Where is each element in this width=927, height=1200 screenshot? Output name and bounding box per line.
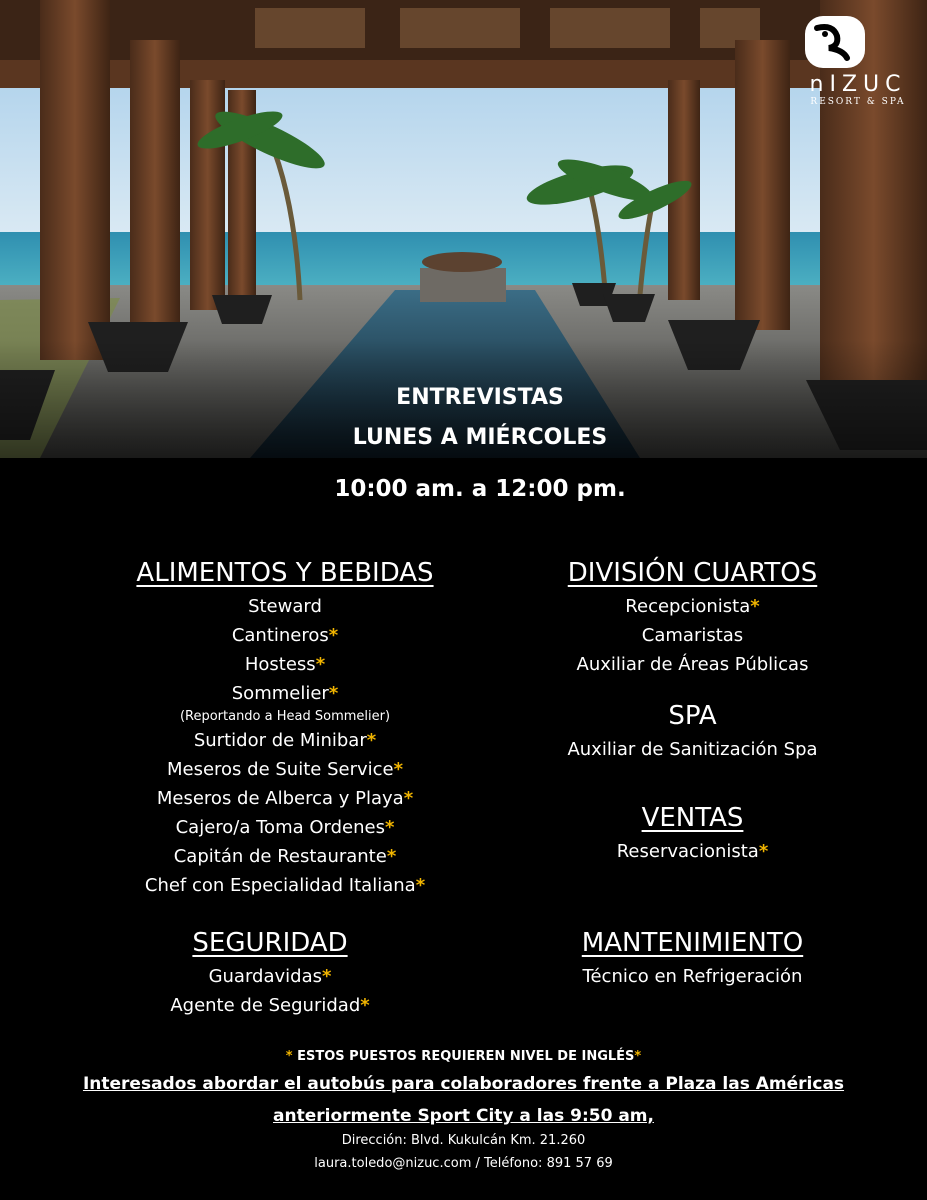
section-cuartos [470, 556, 915, 679]
section-title: DIVISIÓN CUARTOS [567, 558, 818, 588]
headline-entrevistas: ENTREVISTAS [396, 385, 564, 410]
job-item: Meseros de Suite Service* [166, 759, 404, 780]
english-required-star: * [750, 596, 760, 617]
hero-photo [0, 0, 927, 458]
english-required-star: * [315, 654, 326, 675]
section-seguridad [45, 926, 495, 1020]
nizuc-logo [803, 14, 913, 107]
bus-info-line2: anteriormente Sport City a las 9:50 am, [273, 1106, 654, 1126]
elephant-logo-icon [803, 14, 867, 70]
brand-name: nIZUC [809, 72, 907, 97]
job-item: Camaristas [641, 625, 744, 646]
english-requirement-note: * ESTOS PUESTOS REQUIEREN NIVEL DE INGLÉS* [285, 1049, 642, 1064]
job-item: Auxiliar de Sanitización Spa [567, 739, 818, 760]
job-item: Steward [248, 596, 322, 617]
job-item: Cantineros* [231, 625, 339, 646]
address: Dirección: Blvd. Kukulcán Km. 21.260 [341, 1133, 586, 1148]
section-title: SPA [668, 701, 717, 731]
job-item: Reservacionista* [616, 841, 769, 862]
headline-days: LUNES A MIÉRCOLES [352, 425, 608, 450]
job-item: Técnico en Refrigeración [582, 966, 803, 987]
job-item: Auxiliar de Áreas Públicas [576, 654, 809, 675]
job-item: Guardavidas* [208, 966, 332, 987]
section-title: VENTAS [641, 803, 744, 833]
job-item: Surtidor de Minibar* [193, 730, 377, 751]
contact-info: laura.toledo@nizuc.com / Teléfono: 891 57 69 [314, 1156, 613, 1171]
section-ventas [470, 801, 915, 866]
section-title: ALIMENTOS Y BEBIDAS [136, 558, 434, 588]
job-item: Capitán de Restaurante* [173, 846, 397, 867]
english-required-star: * [403, 788, 414, 809]
english-required-star: * [366, 730, 377, 751]
english-required-star: * [384, 817, 395, 838]
job-item: Hostess* [244, 654, 326, 675]
bus-info-line1: Interesados abordar el autobús para colaboradores frente a Plaza las Américas [82, 1074, 845, 1094]
english-required-star: * [386, 846, 397, 867]
english-required-star: * [322, 966, 332, 987]
section-spa [470, 699, 915, 764]
english-required-star: * [328, 683, 339, 704]
job-note: (Reportando a Head Sommelier) [179, 709, 391, 724]
english-required-star: * [360, 995, 370, 1016]
brand-tagline: RESORT & SPA [810, 97, 906, 107]
english-required-star: * [328, 625, 339, 646]
section-alimentos [60, 556, 510, 900]
section-title: MANTENIMIENTO [581, 928, 804, 958]
job-item: Recepcionista* [625, 596, 760, 617]
section-mantenimiento [470, 926, 915, 991]
job-item: Cajero/a Toma Ordenes* [175, 817, 395, 838]
interview-hours: 10:00 am. a 12:00 pm. [334, 476, 626, 502]
section-title: SEGURIDAD [192, 928, 348, 958]
job-item: Meseros de Alberca y Playa* [156, 788, 414, 809]
job-item: Sommelier* [231, 683, 339, 704]
english-required-star: * [415, 875, 426, 896]
english-required-star: * [393, 759, 404, 780]
job-item: Chef con Especialidad Italiana* [144, 875, 426, 896]
english-required-star: * [758, 841, 769, 862]
job-item: Agente de Seguridad* [170, 995, 370, 1016]
